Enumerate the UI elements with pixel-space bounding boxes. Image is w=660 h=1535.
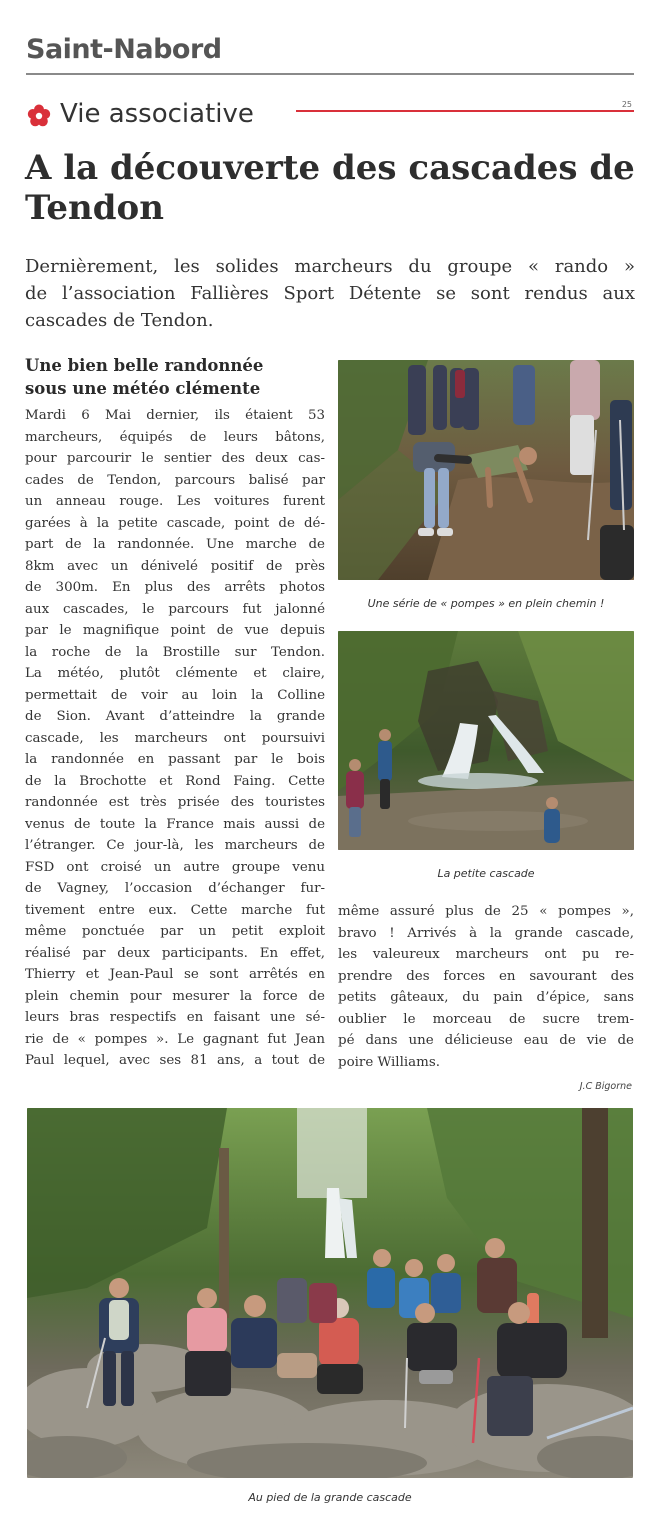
body-line: les valeureux marcheurs ont pu re- xyxy=(338,947,634,962)
body-line: rie de « pompes ». Le gagnant fut Jean xyxy=(25,1031,325,1047)
body-line: pé dans une délicieuse eau de vie de xyxy=(338,1033,634,1048)
article-body-right xyxy=(338,901,634,1073)
body-line: FSD ont croisé un autre groupe venu xyxy=(25,859,325,875)
body-line: bravo ! Arrivés à la grande cascade, xyxy=(338,925,634,941)
body-line: aux cascades, le parcours fut jalonné xyxy=(25,601,325,617)
rubric-divider xyxy=(296,110,634,112)
body-line: l’étranger. Ce jour-là, les marcheurs de xyxy=(25,838,325,853)
subhead-line: sous une météo clémente xyxy=(25,379,261,398)
body-line: pour parcourir le sentier des deux cas- xyxy=(25,451,325,466)
body-line: de 300m. En plus des arrêts photos xyxy=(25,580,325,595)
article-lead xyxy=(25,253,635,334)
body-line: de Vagney, l’occasion d’échanger fur- xyxy=(25,881,325,896)
photo-small-waterfall xyxy=(338,631,634,850)
headline-line: Tendon xyxy=(25,188,164,228)
body-line: oublier le morceau de sucre trem- xyxy=(338,1011,634,1027)
body-line: plein chemin pour mesurer la force de xyxy=(25,988,325,1004)
flower-icon xyxy=(27,104,51,128)
body-line: même ponctuée par un petit exploit xyxy=(25,924,325,939)
lead-line: de l’association Fallières Sport Détente se sont rendus aux xyxy=(25,283,635,304)
body-line: 8km avec un dénivelé positif de près xyxy=(25,558,325,574)
article-subhead xyxy=(25,354,325,400)
body-line: cascade, les marcheurs ont poursuivi xyxy=(25,730,325,746)
body-line: petits gâteaux, du pain d’épice, sans xyxy=(338,990,634,1005)
body-line: venus de toute la France mais aussi de xyxy=(25,816,325,832)
body-line: de Sion. Avant d’atteindre la grande xyxy=(25,709,325,724)
body-line: Paul lequel, avec ses 81 ans, a tout de xyxy=(25,1053,325,1068)
photo-caption: Une série de « pompes » en plein chemin ! xyxy=(367,597,605,610)
body-line: de la Brochotte et Rond Faing. Cette xyxy=(25,773,325,789)
body-line: réalisé par deux participants. En effet, xyxy=(25,945,325,961)
body-line: permettait de voir au loin la Colline xyxy=(25,687,325,703)
body-line: part de la randonnée. Une marche de xyxy=(25,537,325,552)
article-body-left xyxy=(25,405,325,1072)
section-title: Saint-Nabord xyxy=(26,34,222,65)
body-line: cades de Tendon, parcours balisé par xyxy=(25,472,325,488)
photo-group-big-waterfall xyxy=(27,1108,633,1478)
body-line: un anneau rouge. Les voitures furent xyxy=(25,494,325,509)
body-line: tivement entre eux. Cette marche fut xyxy=(25,902,325,918)
body-line: garées à la petite cascade, point de dé- xyxy=(25,515,325,531)
headline-line: A la découverte des cascades de xyxy=(25,148,635,188)
page-number: 25 xyxy=(621,100,632,109)
body-line: par le magnifique point de vue depuis xyxy=(25,623,325,638)
photo-credit: J.C Bigorne xyxy=(579,1081,632,1092)
photo-caption: Au pied de la grande cascade xyxy=(248,1491,412,1504)
rubric-label: Vie associative xyxy=(60,99,254,129)
body-line: marcheurs, équipés de leurs bâtons, xyxy=(25,429,325,445)
subhead-line: Une bien belle randonnée xyxy=(25,356,264,375)
body-line: prendre des forces en savourant des xyxy=(338,968,634,984)
body-line: Mardi 6 Mai dernier, ils étaient 53 xyxy=(25,408,325,423)
body-line: leurs bras respectifs en faisant une sé- xyxy=(25,1010,325,1025)
body-line: poire Williams. xyxy=(338,1054,440,1070)
body-line: La météo, plutôt clémente et claire, xyxy=(25,666,325,681)
body-line: la roche de la Brostille sur Tendon. xyxy=(25,644,325,660)
body-line: Thierry et Jean-Paul se sont arrêtés en xyxy=(25,967,325,982)
photo-pushups xyxy=(338,360,634,580)
section-divider xyxy=(26,73,634,75)
lead-line: Dernièrement, les solides marcheurs du groupe « rando » xyxy=(25,256,635,277)
lead-line: cascades de Tendon. xyxy=(25,310,214,331)
body-line: randonnée est très prisée des touristes xyxy=(25,795,325,810)
body-line: la randonnée en passant par le bois xyxy=(25,752,325,767)
article-headline xyxy=(25,148,635,228)
body-line: même assuré plus de 25 « pompes », xyxy=(338,904,634,919)
photo-caption: La petite cascade xyxy=(437,867,535,880)
